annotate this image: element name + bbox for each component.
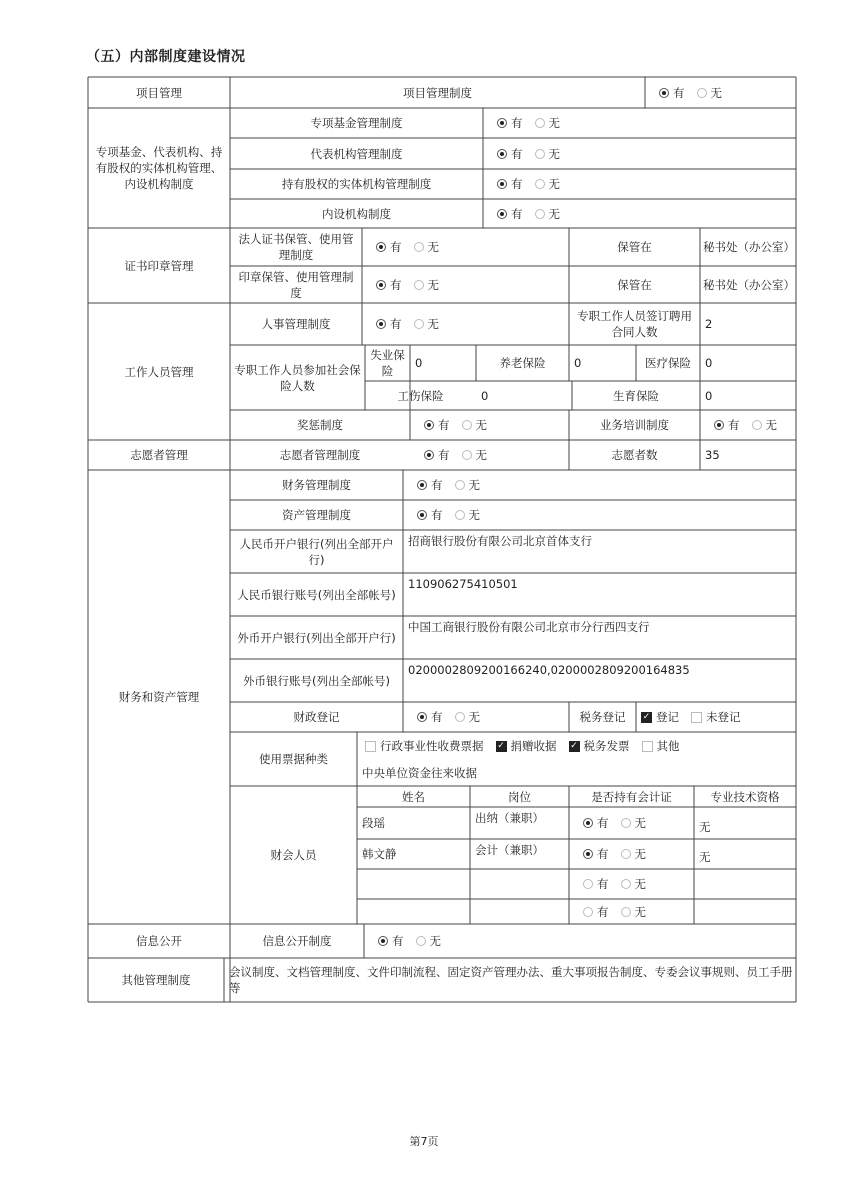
radio-label: 有 — [728, 418, 740, 432]
label-volunteer-system: 志愿者管理制度 — [279, 448, 361, 462]
yes-radio[interactable] — [583, 904, 609, 920]
yes-radio[interactable] — [417, 709, 443, 725]
radio-label: 无 — [634, 847, 646, 861]
asset-system-radio — [403, 500, 796, 530]
radio-circle-icon — [583, 879, 593, 889]
radio-label: 无 — [634, 877, 646, 891]
label-accounting-staff: 财会人员 — [270, 848, 317, 862]
cert-system-radio — [362, 228, 569, 266]
staff-row-2-post — [470, 869, 569, 899]
rep-system-radio — [483, 138, 796, 169]
no-radio[interactable] — [697, 85, 723, 101]
yes-radio[interactable] — [659, 85, 685, 101]
staff-row-0-name: 段瑶 — [362, 816, 385, 830]
label-tax-reg: 税务登记 — [579, 710, 626, 724]
radio-circle-icon — [497, 118, 507, 128]
radio-circle-icon — [621, 879, 631, 889]
value-cert-kept-at: 秘书处（办公室） — [703, 240, 795, 254]
finance-system-radio — [403, 470, 796, 500]
no-radio[interactable] — [535, 206, 561, 222]
radio-label: 有 — [390, 317, 402, 331]
checkbox-icon: ✓ — [570, 740, 578, 751]
yes-radio[interactable] — [714, 417, 740, 433]
radio-label: 无 — [468, 508, 480, 522]
yes-radio[interactable] — [497, 206, 523, 222]
radio-circle-icon — [414, 280, 424, 290]
radio-label: 有 — [673, 85, 685, 100]
label-finance-group: 财务和资产管理 — [118, 690, 200, 704]
col-post-header: 岗位 — [508, 789, 531, 804]
col-cert-header: 是否持有会计证 — [591, 789, 672, 804]
radio-circle-icon — [497, 209, 507, 219]
radio-circle-icon — [583, 849, 593, 859]
no-radio[interactable] — [414, 316, 440, 332]
label-fund-system: 专项基金管理制度 — [310, 116, 403, 130]
label-volunteer-count: 志愿者数 — [611, 448, 658, 462]
checkbox-label: 税务发票 — [583, 739, 630, 753]
no-radio[interactable] — [455, 477, 481, 493]
yes-radio[interactable] — [583, 815, 609, 831]
label-maternity: 生育保险 — [613, 388, 659, 403]
radio-circle-icon — [417, 510, 427, 520]
radio-circle-icon — [621, 849, 631, 859]
radio-circle-icon — [535, 118, 545, 128]
value-volunteer-count: 35 — [705, 448, 720, 462]
tax-reg-checks — [636, 702, 796, 732]
info-system-radio — [364, 924, 796, 958]
staff-row-1-post: 会计（兼职） — [475, 843, 544, 857]
bill-admin-checkbox[interactable] — [365, 738, 484, 754]
label-hr-system: 人事管理制度 — [261, 317, 331, 331]
radio-label: 有 — [438, 448, 450, 462]
entity-system-radio — [483, 169, 796, 199]
checkbox-label: 行政事业性收费票据 — [380, 739, 484, 753]
value-pension: 0 — [574, 356, 582, 370]
radio-circle-icon — [414, 319, 424, 329]
label-asset-system: 资产管理制度 — [282, 508, 351, 522]
radio-label: 有 — [431, 478, 443, 492]
label-volunteer-mgmt: 志愿者管理 — [130, 448, 188, 462]
radio-label: 有 — [390, 240, 402, 254]
radio-circle-icon — [417, 712, 427, 722]
no-radio[interactable] — [535, 115, 561, 131]
label-project-mgmt: 项目管理 — [136, 85, 182, 100]
staff-row-3-cert-radio — [569, 899, 694, 924]
label-fx-account: 外币银行账号(列出全部帐号) — [243, 673, 390, 688]
label-entity-system: 持有股权的实体机构管理制度 — [281, 177, 432, 191]
staff-row-2-qual — [694, 869, 796, 899]
value-fx-bank: 中国工商银行股份有限公司北京市分行西四支行 — [408, 620, 650, 634]
fund-system-radio — [483, 108, 796, 138]
radio-label: 无 — [634, 816, 646, 830]
reward-system-radio — [410, 410, 569, 440]
label-training-system: 业务培训制度 — [600, 418, 669, 432]
radio-label: 有 — [597, 904, 609, 919]
tax-unregistered-checkbox[interactable] — [691, 709, 741, 725]
no-radio[interactable] — [414, 239, 440, 255]
checkbox-label: 捐赠收据 — [510, 739, 557, 753]
radio-circle-icon — [535, 179, 545, 189]
no-radio[interactable] — [416, 933, 442, 949]
label-rmb-bank: 人民币开户银行(列出全部开户行) — [239, 536, 394, 567]
yes-radio[interactable] — [417, 477, 443, 493]
yes-radio[interactable] — [378, 933, 404, 949]
label-project-mgmt-system: 项目管理制度 — [403, 85, 472, 100]
radio-circle-icon — [535, 149, 545, 159]
label-cert-system: 法人证书保管、使用管理制度 — [238, 232, 354, 262]
radio-label: 有 — [511, 177, 523, 191]
label-seal-mgmt: 证书印章管理 — [124, 258, 194, 273]
checkbox-label: 登记 — [656, 710, 679, 724]
radio-label: 有 — [390, 277, 402, 292]
bill-type-checks — [357, 732, 796, 760]
radio-circle-icon — [752, 420, 762, 430]
label-unemployment: 失业保险 — [370, 348, 405, 378]
radio-circle-icon — [417, 480, 427, 490]
staff-row-0-cert-radio — [569, 807, 694, 839]
radio-circle-icon — [697, 88, 707, 98]
internal-system-radio — [483, 199, 796, 228]
no-radio[interactable] — [535, 176, 561, 192]
radio-circle-icon — [462, 450, 472, 460]
radio-circle-icon — [714, 420, 724, 430]
no-radio[interactable] — [621, 815, 647, 831]
yes-radio[interactable] — [497, 115, 523, 131]
radio-label: 有 — [438, 418, 450, 432]
staff-row-0-qual: 无 — [699, 820, 711, 834]
label-info-group: 信息公开 — [136, 934, 182, 948]
label-other-group: 其他管理制度 — [121, 973, 191, 987]
checkbox-icon — [691, 712, 702, 723]
radio-circle-icon — [583, 818, 593, 828]
radio-circle-icon — [376, 280, 386, 290]
staff-row-1-name: 韩文静 — [362, 847, 397, 861]
yes-radio[interactable] — [424, 447, 450, 463]
value-contract-count: 2 — [705, 317, 713, 331]
radio-label: 有 — [392, 934, 404, 948]
radio-label: 无 — [427, 240, 439, 254]
label-medical: 医疗保险 — [645, 356, 691, 370]
radio-circle-icon — [497, 149, 507, 159]
bill-other-checkbox[interactable] — [642, 738, 680, 754]
checkbox-icon — [642, 741, 653, 752]
yes-radio[interactable] — [376, 239, 402, 255]
radio-label: 无 — [710, 85, 722, 100]
radio-label: 无 — [429, 934, 441, 948]
label-internal-system: 内设机构制度 — [322, 206, 391, 221]
checkbox-label: 未登记 — [706, 710, 741, 724]
no-radio[interactable] — [414, 277, 440, 293]
bill-tax-checkbox[interactable] — [569, 738, 630, 754]
label-rmb-account: 人民币银行账号(列出全部帐号) — [237, 587, 396, 602]
col-qual-header: 专业技术资格 — [710, 789, 780, 804]
value-injury: 0 — [481, 388, 489, 403]
label-pension: 养老保险 — [499, 356, 546, 370]
radio-label: 无 — [468, 478, 480, 492]
checkbox-icon — [365, 741, 376, 752]
label-insurance: 专职工作人员参加社会保险人数 — [234, 362, 361, 393]
training-system-radio — [700, 410, 796, 440]
radio-circle-icon — [583, 907, 593, 917]
staff-row-3-name — [357, 899, 470, 924]
radio-label: 有 — [597, 877, 609, 891]
value-fx-account: 0200002809200166240,0200002809200164835 — [408, 663, 690, 677]
hr-system-radio — [362, 303, 569, 345]
label-fund-group: 专项基金、代表机构、持有股权的实体机构管理、内设机构制度 — [95, 145, 223, 191]
radio-label: 有 — [511, 116, 523, 130]
tax-registered-checkbox[interactable] — [641, 709, 679, 725]
label-info-system: 信息公开制度 — [262, 934, 332, 948]
radio-circle-icon — [621, 907, 631, 917]
yes-radio[interactable] — [376, 316, 402, 332]
checkbox-icon: ✓ — [497, 740, 505, 751]
volunteer-system-radio — [410, 440, 569, 470]
radio-circle-icon — [424, 420, 434, 430]
radio-label: 无 — [634, 904, 646, 919]
radio-label: 有 — [511, 146, 523, 161]
section-title: （五）内部制度建设情况 — [86, 49, 246, 65]
fiscal-reg-radio — [403, 702, 569, 732]
staff-row-2-cert-radio — [569, 869, 694, 899]
radio-circle-icon — [414, 242, 424, 252]
radio-circle-icon — [535, 209, 545, 219]
no-radio[interactable] — [621, 904, 647, 920]
label-fiscal-reg: 财政登记 — [293, 710, 340, 724]
label-bill-types: 使用票据种类 — [259, 752, 328, 766]
label-cert-kept-at: 保管在 — [617, 240, 652, 254]
radio-circle-icon — [455, 712, 465, 722]
no-radio[interactable] — [621, 846, 647, 862]
no-radio[interactable] — [462, 417, 488, 433]
bill-donation-checkbox[interactable] — [496, 738, 557, 754]
label-rep-system: 代表机构管理制度 — [310, 146, 403, 161]
label-staff-mgmt: 工作人员管理 — [124, 364, 194, 379]
value-rmb-bank: 招商银行股份有限公司北京首体支行 — [408, 534, 592, 548]
radio-label: 无 — [427, 317, 439, 331]
radio-circle-icon — [659, 88, 669, 98]
radio-label: 无 — [548, 146, 560, 161]
label-contract-count: 专职工作人员签订聘用合同人数 — [577, 309, 692, 339]
radio-label: 有 — [511, 206, 523, 221]
radio-circle-icon — [455, 510, 465, 520]
radio-circle-icon — [462, 420, 472, 430]
no-radio[interactable] — [462, 447, 488, 463]
radio-label: 无 — [548, 177, 560, 191]
label-seal-kept-at: 保管在 — [617, 277, 652, 292]
radio-label: 有 — [597, 847, 609, 861]
seal-system-radio — [362, 266, 569, 303]
radio-label: 无 — [548, 116, 560, 130]
no-radio[interactable] — [752, 417, 778, 433]
radio-label: 无 — [475, 418, 487, 432]
yes-radio[interactable] — [497, 146, 523, 162]
label-fx-bank: 外币开户银行(列出全部开户行) — [237, 630, 396, 645]
label-finance-system: 财务管理制度 — [282, 478, 351, 492]
radio-circle-icon — [497, 179, 507, 189]
project-mgmt-system-radio — [645, 77, 796, 108]
value-seal-kept-at: 秘书处（办公室） — [703, 277, 795, 292]
yes-radio[interactable] — [583, 876, 609, 892]
radio-label: 无 — [427, 277, 439, 292]
radio-label: 无 — [468, 710, 480, 724]
radio-circle-icon — [416, 936, 426, 946]
radio-label: 无 — [765, 418, 777, 432]
staff-row-2-name — [357, 869, 470, 899]
radio-circle-icon — [376, 319, 386, 329]
radio-label: 有 — [597, 816, 609, 830]
no-radio[interactable] — [535, 146, 561, 162]
radio-label: 有 — [431, 710, 443, 724]
radio-label: 无 — [475, 448, 487, 462]
staff-row-1-qual: 无 — [699, 850, 711, 864]
radio-circle-icon — [424, 450, 434, 460]
radio-circle-icon — [455, 480, 465, 490]
checkbox-icon: ✓ — [642, 711, 651, 722]
value-unemployment: 0 — [415, 356, 423, 370]
yes-radio[interactable] — [583, 846, 609, 862]
radio-label: 有 — [431, 508, 443, 522]
checkbox-label: 其他 — [656, 739, 680, 753]
staff-row-3-qual — [694, 899, 796, 924]
radio-circle-icon — [378, 936, 388, 946]
label-reward-system: 奖惩制度 — [297, 418, 343, 432]
no-radio[interactable] — [455, 507, 481, 523]
radio-circle-icon — [621, 818, 631, 828]
radio-label: 无 — [548, 206, 560, 221]
page-number: 第7页 — [409, 1135, 439, 1148]
value-rmb-account: 110906275410501 — [408, 577, 518, 591]
yes-radio[interactable] — [424, 417, 450, 433]
staff-row-0-post: 出纳（兼职） — [475, 811, 544, 825]
col-name-header: 姓名 — [402, 789, 425, 804]
value-medical: 0 — [705, 356, 713, 370]
staff-row-3-post — [470, 899, 569, 924]
yes-radio[interactable] — [497, 176, 523, 192]
value-maternity: 0 — [705, 388, 713, 403]
value-other-systems: 会议制度、文档管理制度、文件印制流程、固定资产管理办法、重大事项报告制度、专委会议事规则、员工手册等 — [229, 965, 793, 995]
no-radio[interactable] — [455, 709, 481, 725]
label-injury: 工伤保险 — [397, 388, 444, 403]
label-seal-system: 印章保管、使用管理制度 — [238, 269, 354, 300]
staff-row-1-cert-radio — [569, 839, 694, 869]
yes-radio[interactable] — [417, 507, 443, 523]
value-bill-note: 中央单位资金往来收据 — [362, 766, 477, 780]
yes-radio[interactable] — [376, 277, 402, 293]
no-radio[interactable] — [621, 876, 647, 892]
radio-circle-icon — [376, 242, 386, 252]
